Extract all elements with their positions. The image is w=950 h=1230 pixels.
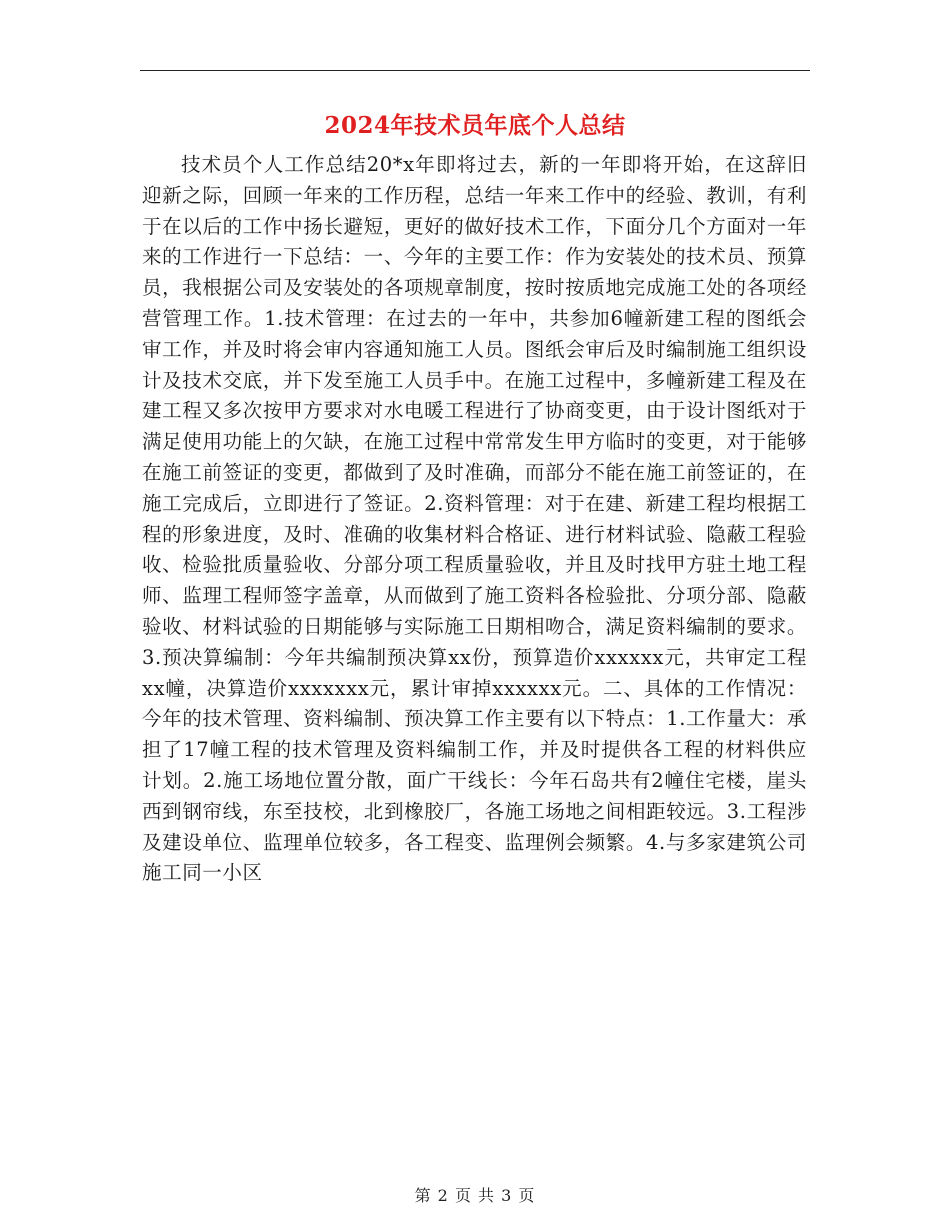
header-rule xyxy=(140,70,810,71)
document-body-paragraph: 技术员个人工作总结20*x年即将过去，新的一年即将开始，在这辞旧迎新之际，回顾一年来的工作历程，总结一年来工作中的经验、教训，有利于在以后的工作中扬长避短，更好的做好技术工作，下面分几个方面对一年来的工作进行一下总结：一、今年的主要工作：作为安装处的技术员、预算员，我根据公司及安装处的各项规章制度，按时按质地完成施工处的各项经营管理工作。1.技术管理：在过去的一年中，共参加6幢新建工程的图纸会审工作，并及时将会审内容通知施工人员。图纸会审后及时编制施工组织设计及技术交底，并下发至施工人员手中。在施工过程中，多幢新建工程及在建工程又多次按甲方要求对水电暖工程进行了协商变更，由于设计图纸对于满足使用功能上的欠缺，在施工过程中常常发生甲方临时的变更，对于能够在施工前签证的变更，都做到了及时准确，而部分不能在施工前签证的，在施工完成后，立即进行了签证。2.资料管理：对于在建、新建工程均根据工程的形象进度，及时、准确的收集材料合格证、进行材料试验、隐蔽工程验收、检验批质量验收、分部分项工程质量验收，并且及时找甲方驻土地工程师、监理工程师签字盖章，从而做到了施工资料各检验批、分项分部、隐蔽验收、材料试验的日期能够与实际施工日期相吻合，满足资料编制的要求。3.预决算编制：今年共编制预决算xx份，预算造价xxxxxx元，共审定工程xx幢，决算造价xxxxxxx元，累计审掉xxxxxx元。二、具体的工作情况：今年的技术管理、资料编制、预决算工作主要有以下特点：1.工作量大：承担了17幢工程的技术管理及资料编制工作，并及时提供各工程的材料供应计划。2.施工场地位置分散，面广干线长：今年石岛共有2幢住宅楼，崖头西到钢帘线，东至技校，北到橡胶厂，各施工场地之间相距较远。3.工程涉及建设单位、监理单位较多，各工程变、监理例会频繁。4.与多家建筑公司施工同一小区 xyxy=(142,153,807,885)
document-title: 2024年技术员年底个人总结 xyxy=(324,112,626,139)
page-number-footer: 第 2 页 共 3 页 xyxy=(414,1186,536,1205)
